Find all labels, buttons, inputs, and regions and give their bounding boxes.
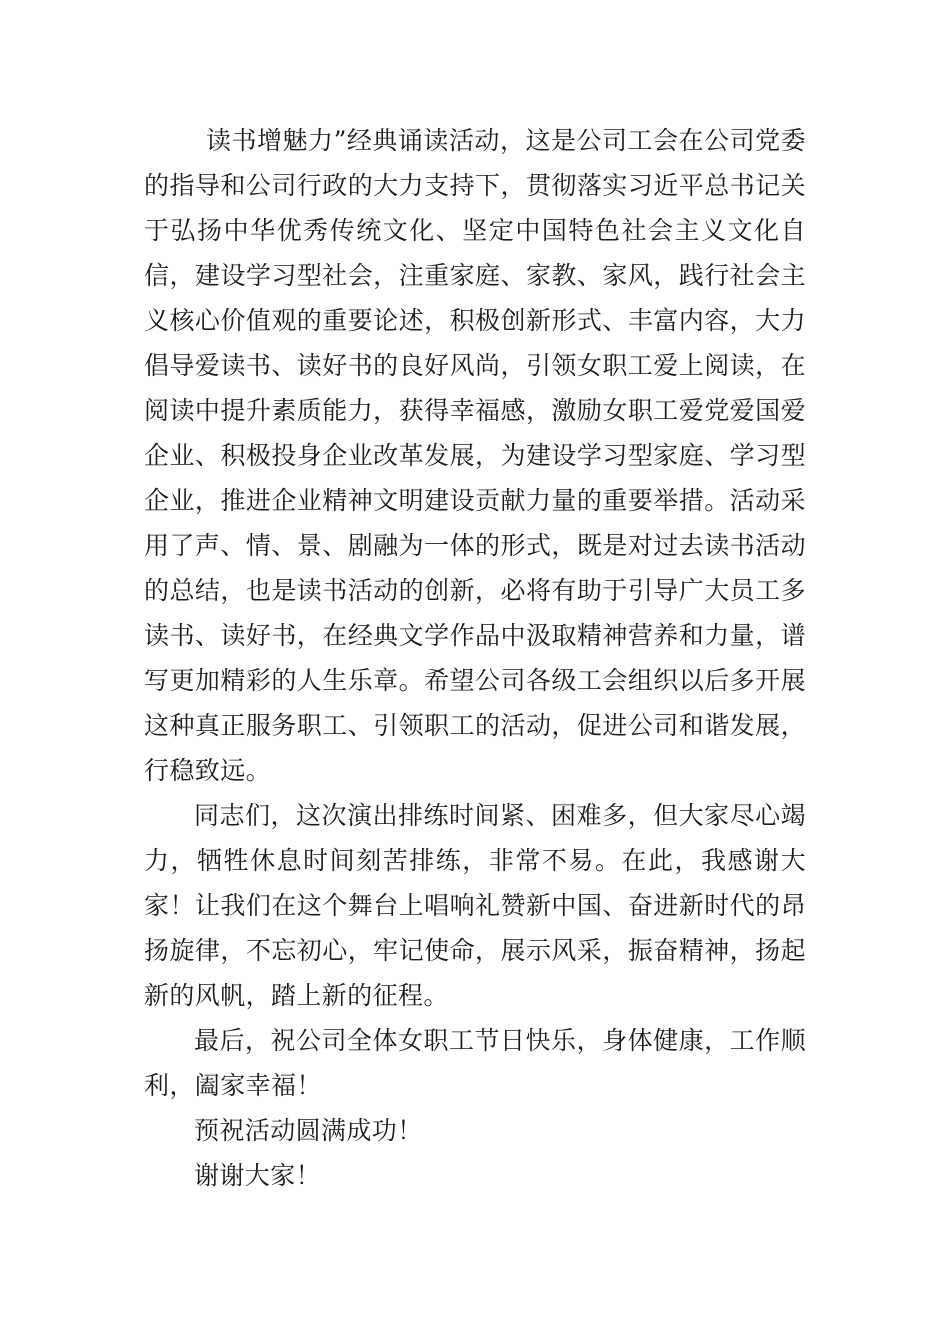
- paragraph-wish-success: 预祝活动圆满成功！: [194, 1116, 423, 1145]
- paragraph-thanks-to-performers: 同志们，这次演出排练时间紧、困难多，但大家尽心竭力，牺牲休息时间刻苦排练，非常不易。在此，我感谢大家！让我们在这个舞台上唱响礼赞新中国、奋进新时代的昂扬旋律，不忘初心，牢记使命，展示风采，振奋精神，扬起新的风帆，踏上新的征程。: [144, 801, 806, 1010]
- paragraph-activity-significance: 读书增魅力”经典诵读活动，这是公司工会在公司党委的指导和公司行政的大力支持下，贯彻落实习近平总书记关于弘扬中华优秀传统文化、坚定中国特色社会主义文化自信，建设学习型社会，注重家庭、家教、家风，践行社会主义核心价值观的重要论述，积极创新形式、丰富内容，大力倡导爱读书、读好书的良好风尚，引领女职工爱上阅读，在阅读中提升素质能力，获得幸福感，激励女职工爱党爱国爱企业、积极投身企业改革发展，为建设学习型家庭、学习型企业，推进企业精神文明建设贡献力量的重要举措。活动采用了声、情、景、剧融为一体的形式，既是对过去读书活动的总结，也是读书活动的创新，必将有助于引导广大员工多读书、读好书，在经典文学作品中汲取精神营养和力量，谱写更加精彩的人生乐章。希望公司各级工会组织以后多开展这种真正服务职工、引领职工的活动，促进公司和谐发展，行稳致远。: [144, 126, 806, 785]
- document-body: [144, 118, 806, 1198]
- paragraph-closing-thanks: 谢谢大家！: [194, 1161, 322, 1190]
- paragraph-holiday-wishes: 最后，祝公司全体女职工节日快乐，身体健康，工作顺利，阖家幸福！: [144, 1026, 806, 1100]
